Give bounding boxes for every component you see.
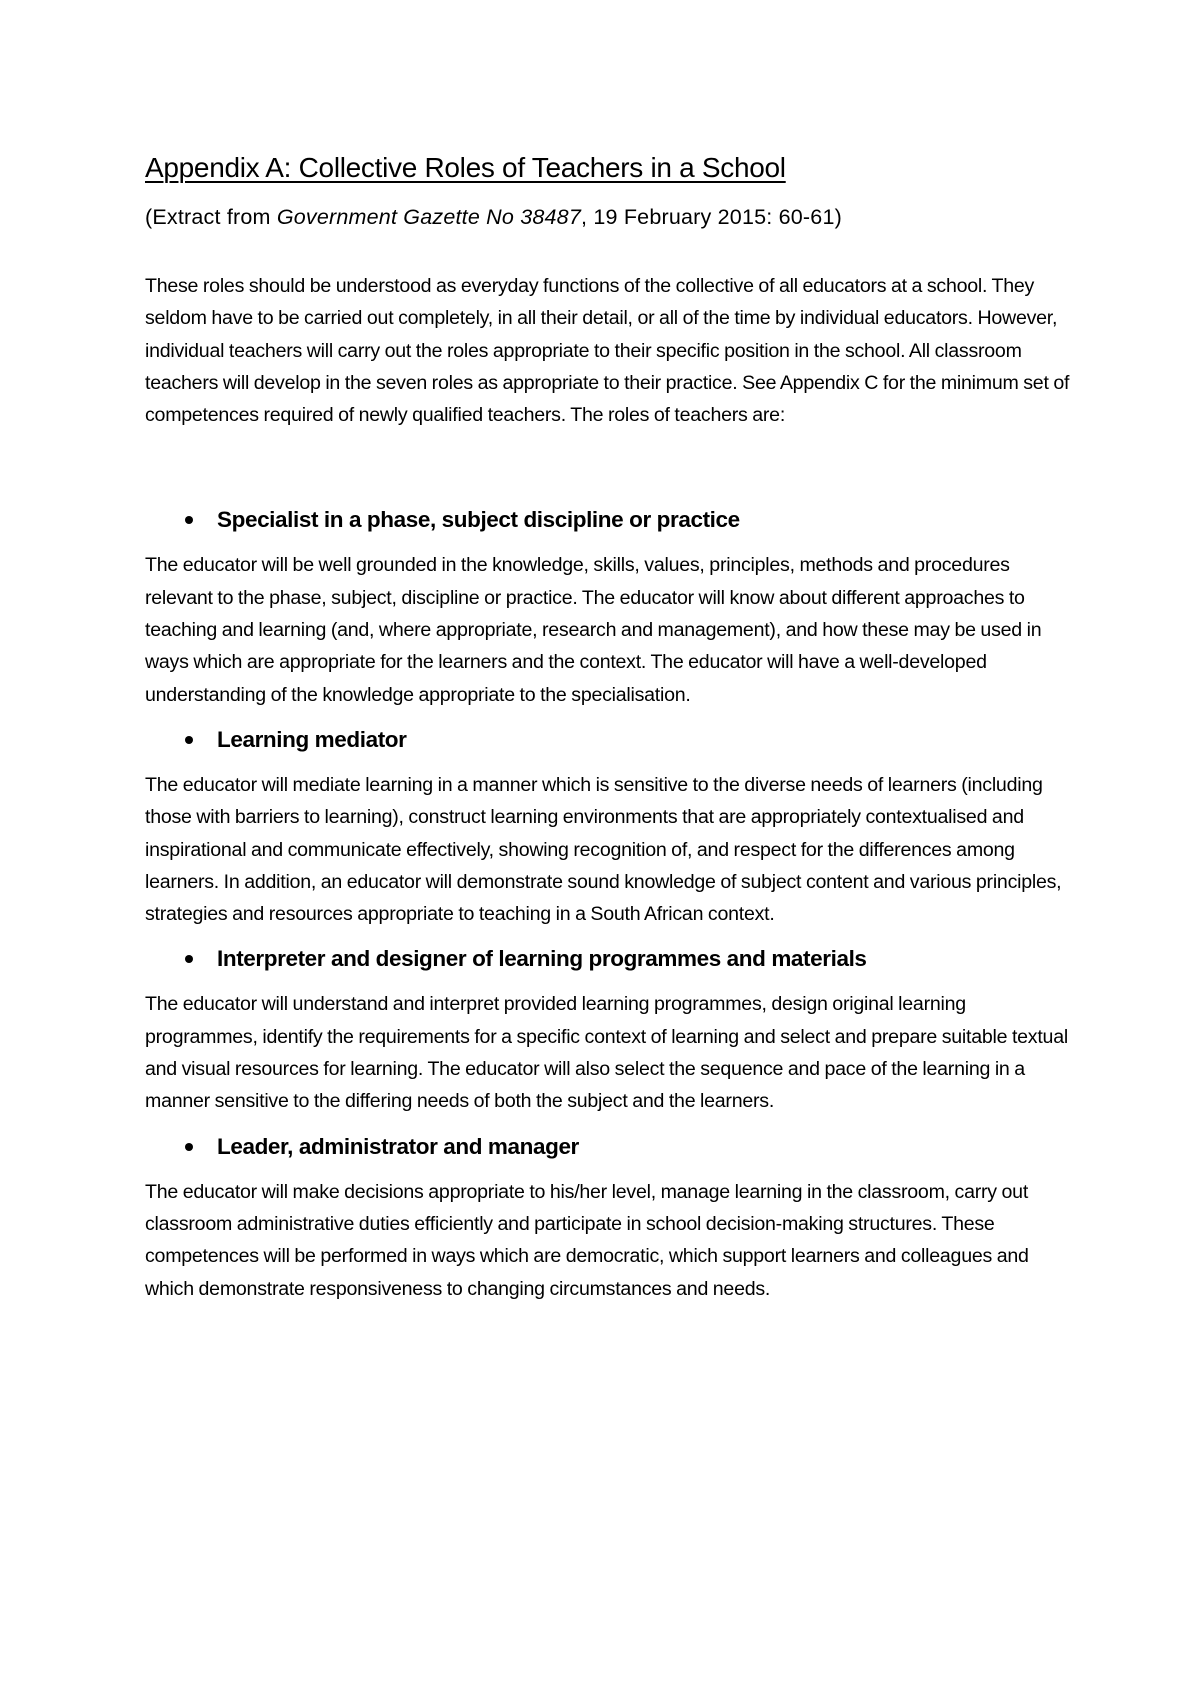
role-description: The educator will make decisions appropriate to his/her level, manage learning in the classroom, carry out classroom administrative duties efficiently and participate in school decision-making structures. These competences will be performed in ways which are democratic, which support learners and colleagues and which demonstrate responsiveness to changing circumstances and needs.: [145, 1180, 1029, 1300]
role-title: Leader, administrator and manager: [217, 1133, 579, 1159]
role-title: Learning mediator: [217, 726, 407, 752]
bullet-icon: [185, 516, 193, 524]
role-item: [145, 1122, 1075, 1305]
extract-source: Government Gazette No 38487: [276, 205, 581, 229]
role-heading: [145, 495, 1075, 545]
role-description: The educator will mediate learning in a manner which is sensitive to the diverse needs of learners (including those with barriers to learning), construct learning environments that are appropriately contextualised and inspirational and communicate effectively, showing recognition of, and respect for the differences among learners. In addition, an educator will demonstrate sound knowledge of subject content and various principles, strategies and resources appropriate to teaching in a South African context.: [145, 773, 1062, 926]
role-heading: [145, 934, 1075, 984]
bullet-icon: [185, 955, 193, 963]
document-title: Appendix A: Collective Roles of Teachers in a School: [145, 152, 786, 183]
bullet-icon: [185, 736, 193, 744]
extract-prefix: (Extract from: [145, 205, 277, 229]
document-page: [145, 148, 1075, 1305]
role-heading: [145, 1122, 1075, 1172]
bullet-icon: [185, 1143, 193, 1151]
intro-paragraph: These roles should be understood as everyday functions of the collective of all educators at a school. They seldom have to be carried out completely, in all their detail, or all of the time by individual educators. However, individual teachers will carry out the roles appropriate to their specific position in the school. All classroom teachers will develop in the seven roles as appropriate to their practice. See Appendix C for the minimum set of competences required of newly qualified teachers. The roles of teachers are:: [145, 275, 1070, 427]
extract-citation: [145, 202, 1075, 232]
role-item: [145, 715, 1075, 930]
role-heading: [145, 715, 1075, 765]
extract-suffix: , 19 February 2015: 60-61): [581, 205, 842, 229]
roles-list: [145, 495, 1075, 1304]
role-item: [145, 934, 1075, 1117]
role-title: Specialist in a phase, subject discipline or practice: [217, 507, 740, 533]
role-item: [145, 495, 1075, 710]
role-description: The educator will understand and interpret provided learning programmes, design original learning programmes, identify the requirements for a specific context of learning and select and prepare suitable textual and visual resources for learning. The educator will also select the sequence and pace of the learning in a manner sensitive to the differing needs of both the subject and the learners.: [145, 993, 1068, 1113]
role-description: The educator will be well grounded in the knowledge, skills, values, principles, methods and procedures relevant to the phase, subject, discipline or practice. The educator will know about different approaches to teaching and learning (and, where appropriate, research and management), and how these may be used in ways which are appropriate for the learners and the context. The educator will have a well-developed understanding of the knowledge appropriate to the specialisation.: [145, 554, 1042, 706]
role-title: Interpreter and designer of learning programmes and materials: [217, 946, 867, 972]
